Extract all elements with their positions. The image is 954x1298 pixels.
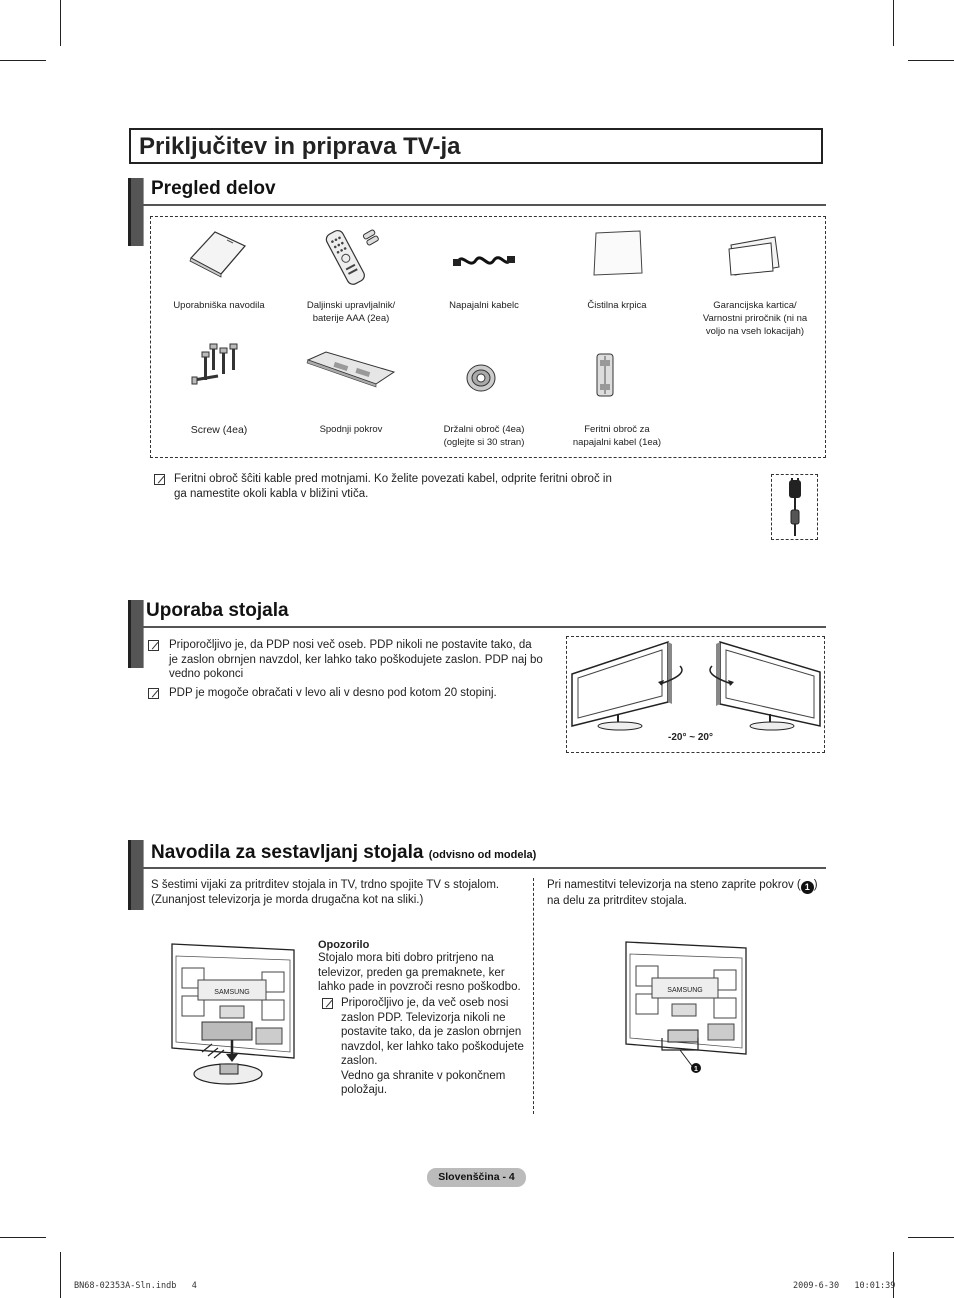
section-heading-parts: Pregled delov	[151, 178, 276, 199]
crop-mark	[60, 1252, 61, 1298]
remote-control-icon	[318, 224, 384, 286]
section-rule	[143, 867, 826, 869]
crop-mark	[908, 1237, 954, 1238]
part-label: Garancijska kartica/ Varnostni priročnik (ni na voljo na vseh lokacijah)	[702, 300, 808, 337]
assembly-left-text: S šestimi vijaki za pritrditev stojala in TV, trdno spojite TV s stojalom. (Zunanjost televizorja je morda drugačna kot na sliki.)	[151, 879, 500, 906]
crop-mark	[893, 1252, 894, 1298]
holder-ring-icon	[464, 362, 498, 394]
section-rule	[143, 204, 826, 206]
warranty-card-icon	[727, 235, 783, 277]
svg-text:1: 1	[694, 1066, 698, 1073]
stand-note: Priporočljivo je, da PDP nosi več oseb. PDP nikoli ne postavite tako, da je zaslon obrnjen navzdol, ker lahko tako poškodujete zaslon. PDP naj bo vedno pokonci	[169, 639, 543, 680]
section-heading-assembly	[151, 842, 536, 864]
tv-back-cover-illustration	[622, 938, 752, 1078]
section-heading-suffix: (odvisno od modela)	[428, 849, 537, 861]
stand-note: PDP je mogoče obračati v levo ali v desno pod kotom 20 stopinj.	[169, 687, 497, 699]
part-label: Spodnji pokrov	[319, 424, 383, 435]
section-bar	[128, 840, 144, 910]
manual-icon	[187, 228, 249, 278]
angle-label: -20° ~ 20°	[668, 732, 713, 743]
part-label: Čistilna krpica	[587, 300, 647, 311]
section-rule	[143, 626, 826, 628]
crop-mark	[0, 60, 46, 61]
part-label: Držalni obroč (4ea) (oglejte si 30 stran)	[443, 424, 525, 448]
section-heading-text: Navodila za sestavljanj stojala	[151, 842, 424, 863]
note-icon	[322, 998, 333, 1009]
right-text-a: Pri namestitvi televizorja na steno zaprite pokrov (	[547, 879, 801, 891]
section-bar	[128, 178, 144, 246]
plug-with-ferrite-icon	[782, 478, 808, 538]
tv-back-stand-illustration	[168, 940, 304, 1090]
brand-text: SAMSUNG	[667, 987, 703, 994]
crop-mark	[908, 60, 954, 61]
callout-badge: 1	[801, 881, 814, 894]
power-cable-icon	[452, 248, 516, 274]
crop-mark	[893, 0, 894, 46]
section-heading-stand: Uporaba stojala	[146, 600, 289, 621]
part-label: Feritni obroč za napajalni kabel (1ea)	[572, 424, 662, 448]
bottom-cover-icon	[304, 350, 396, 388]
part-label: Daljinski upravljalnik/ baterije AAA (2ea)	[306, 300, 396, 324]
part-label: Napajalni kabelc	[449, 300, 519, 311]
column-divider	[533, 878, 534, 1114]
tv-swivel-illustration	[568, 638, 824, 738]
ferrite-core-icon	[594, 352, 616, 398]
brand-text: SAMSUNG	[214, 989, 250, 996]
screw-icon	[190, 340, 250, 392]
section-bar	[128, 600, 144, 668]
page-title: Priključitev in priprava TV-ja	[129, 128, 823, 164]
crop-mark	[60, 0, 61, 46]
crop-mark	[0, 1237, 46, 1238]
ferrite-note: Feritni obroč šĉiti kable pred motnjami. Ko želite povezati kabel, odprite feritni obroč in ga namestite okoli kabla v bližini vtiča.	[174, 473, 612, 500]
note-icon	[148, 640, 159, 651]
right-text-b: ) na delu za pritrditev stojala.	[547, 879, 818, 907]
print-timestamp: 2009-6-30 10:01:39	[793, 1281, 896, 1291]
cleaning-cloth-icon	[592, 229, 644, 277]
caution-title: Opozorilo	[318, 939, 370, 951]
part-label: Uporabniška navodila	[173, 300, 265, 311]
part-label: Screw (4ea)	[190, 424, 248, 436]
caution-note: Priporočljivo je, da več oseb nosi zaslon PDP. Televizorja nikoli ne postavite tako, da je zaslon obrnjen navzdol, ker lahko tako poškodujete zaslon. Vedno ga shranite v pokončnem položaju.	[341, 997, 524, 1096]
print-file-info: BN68-02353A-Sln.indb 4	[74, 1281, 197, 1291]
caution-text: Stojalo mora biti dobro pritrjeno na televizor, preden ga premaknete, ker lahko pade in povzroči resno poškodbo.	[318, 952, 521, 993]
assembly-right-text	[547, 878, 827, 909]
note-icon	[154, 474, 165, 485]
page-number-badge: Slovenščina - 4	[427, 1168, 526, 1187]
note-icon	[148, 688, 159, 699]
